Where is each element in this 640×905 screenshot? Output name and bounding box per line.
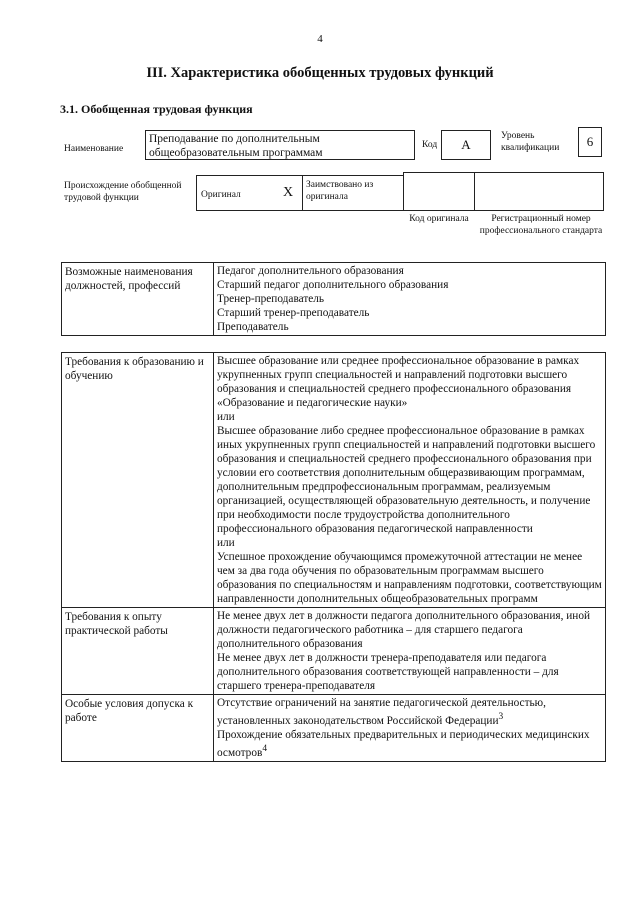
- list-item: Педагог дополнительного образования: [217, 265, 404, 277]
- paragraph-text: Прохождение обязательных предварительных и периодических медицинских осмотров: [217, 728, 590, 759]
- level-value: 6: [578, 127, 602, 157]
- paragraph: или: [217, 411, 235, 423]
- positions-label: Возможные наименования должностей, профессий: [62, 263, 214, 336]
- table-row: [62, 263, 606, 336]
- original-cell: [196, 175, 303, 211]
- name-value: Преподавание по дополнительным общеобразовательным программам: [145, 130, 415, 160]
- name-label: Наименование: [64, 144, 124, 154]
- footnote-ref: 3: [498, 712, 504, 722]
- paragraph: Не менее двух лет в должности тренера-преподавателя или педагога дополнительного образования соответствующей направленности – для старшего тренера-преподавателя: [217, 652, 559, 692]
- code-value: A: [441, 130, 491, 160]
- original-code-cell: [403, 172, 475, 211]
- experience-requirements-label: Требования к опыту практической работы: [62, 608, 214, 695]
- origin-label: Происхождение обобщенной трудовой функции: [64, 181, 182, 203]
- admission-conditions-label: Особые условия допуска к работе: [62, 695, 214, 762]
- positions-list: [214, 263, 606, 336]
- paragraph: [217, 696, 602, 728]
- original-mark: X: [283, 185, 294, 200]
- list-item: Старший педагог дополнительного образования: [217, 279, 449, 291]
- table-row: [62, 608, 606, 695]
- table-row: [62, 695, 606, 762]
- original-label: Оригинал: [201, 190, 241, 200]
- footnote-ref: 4: [262, 743, 268, 754]
- paragraph-text: Отсутствие ограничений на занятие педагогической деятельностью, установленных законодательством Российской Федерации: [217, 697, 546, 727]
- positions-table: [61, 262, 606, 336]
- list-item: Старший тренер-преподаватель: [217, 307, 370, 319]
- list-item: Тренер-преподаватель: [217, 293, 325, 305]
- registration-number-cell: [474, 172, 604, 211]
- list-item: Преподаватель: [217, 321, 289, 333]
- section-title: III. Характеристика обобщенных трудовых функций: [146, 65, 494, 81]
- original-code-caption: Код оригинала: [409, 214, 469, 224]
- paragraph: Высшее образование или среднее профессиональное образование в рамках укрупненных групп специальностей и направлений подготовки высшего образования и специальностей среднего профессионального образования «Образование и педагогические науки»: [217, 355, 580, 409]
- admission-conditions-text: [214, 695, 606, 762]
- registration-number-caption: Регистрационный номер профессионального стандарта: [479, 214, 603, 236]
- paragraph: [217, 728, 602, 760]
- paragraph: Успешное прохождение обучающимся промежуточной аттестации не менее чем за два года обучения по образовательным программам высшего образования по специальностям и направлениям подготовки, соответствующим направленности дополнительных общеобразовательных программ: [217, 551, 602, 605]
- requirements-table: [61, 352, 606, 762]
- education-requirements-label: Требования к образованию и обучению: [62, 353, 214, 608]
- paragraph: Не менее двух лет в должности педагога дополнительного образования, иной должности педагогического работника – для старшего педагога дополнительного образования: [217, 610, 591, 650]
- subsection-title: 3.1. Обобщенная трудовая функция: [60, 102, 253, 116]
- experience-requirements-text: [214, 608, 606, 695]
- level-label: Уровень квалификации: [501, 131, 560, 153]
- borrowed-label: Заимствовано из оригинала: [302, 175, 404, 211]
- code-label: Код: [422, 140, 438, 150]
- education-requirements-text: [214, 353, 606, 608]
- paragraph: или: [217, 537, 235, 549]
- paragraph: Высшее образование либо среднее профессиональное образование в рамках иных укрупненных групп специальностей и направлений подготовки высшего образования и специальностей среднего профессионального образования при условии его соответствия дополнительным общеразвивающим программам, дополнительным предпрофессиональным программам, реализуемым организацией, осуществляющей образовательную деятельность, и получение при необходимости после трудоустройства дополнительного профессионального образования педагогической направленности: [217, 425, 596, 535]
- table-row: [62, 353, 606, 608]
- page-number: 4: [317, 33, 323, 45]
